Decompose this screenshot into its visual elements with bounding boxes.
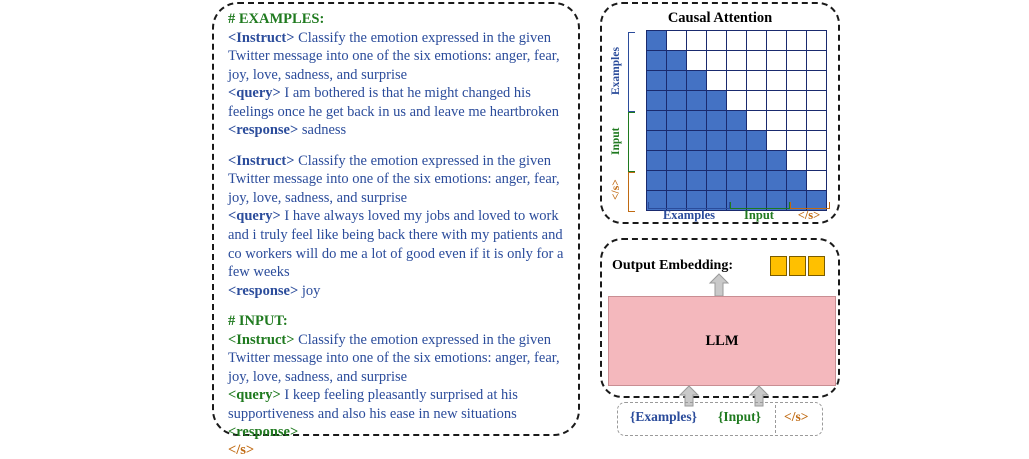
instruct-tag: <Instruct> [228, 152, 295, 169]
query-tag: <query> [228, 85, 281, 102]
attention-cell-active [647, 31, 667, 51]
token-panel [617, 402, 823, 436]
response-text: sadness [301, 122, 347, 139]
attention-cell-active [747, 151, 767, 171]
query-text: I am bothered is that he might changed his feelings once he get back in us and leave me heartbroken [228, 85, 559, 120]
row-label-input: Input [610, 127, 622, 155]
attention-cell-active [707, 91, 727, 111]
attention-row [647, 51, 827, 71]
attention-cell-masked [707, 31, 727, 51]
response-tag: <response> [228, 122, 299, 139]
attention-cell-masked [767, 131, 787, 151]
attention-cell-masked [787, 91, 807, 111]
attention-cell-masked [687, 31, 707, 51]
attention-cell-masked [807, 131, 827, 151]
attention-cell-active [667, 111, 687, 131]
attention-cell-active [687, 171, 707, 191]
attention-cell-masked [807, 71, 827, 91]
attention-cell-masked [807, 51, 827, 71]
example-1-response [228, 121, 568, 140]
prompt-panel [212, 2, 580, 459]
attention-cell-active [787, 171, 807, 191]
attention-cell-active [647, 151, 667, 171]
attention-cell-masked [767, 111, 787, 131]
embedding-cell [770, 256, 787, 276]
example-2-block [228, 152, 568, 300]
attention-row [647, 171, 827, 191]
attention-row [647, 91, 827, 111]
attention-cell-active [687, 71, 707, 91]
attention-row [647, 131, 827, 151]
response-text: joy [301, 282, 321, 299]
output-embedding-cells [770, 256, 827, 276]
instruct-tag: <Instruct> [228, 331, 295, 348]
attention-cell-masked [767, 71, 787, 91]
attention-cell-active [667, 131, 687, 151]
attention-cell-active [707, 151, 727, 171]
attention-cell-masked [687, 51, 707, 71]
attention-grid [646, 30, 827, 211]
examples-block [228, 10, 568, 140]
attention-cell-active [647, 71, 667, 91]
attention-row [647, 31, 827, 51]
attention-cell-active [687, 111, 707, 131]
attention-cell-active [647, 51, 667, 71]
attention-cell-masked [707, 71, 727, 91]
attention-row [647, 71, 827, 91]
attention-cell-masked [747, 51, 767, 71]
attention-cell-masked [727, 71, 747, 91]
instruct-text: Classify the emotion expressed in the given Twitter message into one of the six emotions: anger, fear, joy, love, sadness, and surprise [228, 152, 560, 206]
output-embedding-label: Output Embedding: [612, 258, 733, 273]
response-tag: <response> [228, 282, 299, 299]
attention-cell-masked [807, 151, 827, 171]
attention-cell-active [647, 131, 667, 151]
attention-cell-masked [787, 31, 807, 51]
attention-cell-active [667, 91, 687, 111]
attention-cell-masked [787, 111, 807, 131]
attention-cell-masked [787, 151, 807, 171]
col-label-eos: </s> [797, 208, 821, 222]
causal-attention-panel [600, 2, 840, 224]
row-bracket-input [628, 112, 635, 172]
example-2-instruct [228, 152, 568, 208]
attention-cell-masked [787, 131, 807, 151]
instruct-text: Classify the emotion expressed in the given Twitter message into one of the six emotions: anger, fear, joy, love, sadness, and surprise [228, 331, 560, 385]
attention-cell-masked [787, 51, 807, 71]
attention-cell-active [727, 111, 747, 131]
attention-cell-masked [707, 51, 727, 71]
example-2-response [228, 282, 568, 301]
token-divider [775, 405, 776, 433]
attention-cell-active [727, 131, 747, 151]
attention-cell-active [647, 91, 667, 111]
attention-row [647, 111, 827, 131]
attention-cell-masked [807, 111, 827, 131]
attention-cell-active [747, 171, 767, 191]
attention-cell-masked [747, 91, 767, 111]
attention-cell-active [767, 151, 787, 171]
input-block [228, 312, 568, 459]
attention-cell-masked [807, 171, 827, 191]
arrow-up-icon [710, 274, 728, 296]
attention-cell-active [647, 171, 667, 191]
llm-box [608, 296, 836, 386]
attention-cell-masked [747, 111, 767, 131]
embedding-cell [789, 256, 806, 276]
query-text: I have always loved my jobs and loved to work and i truly feel like being back there with my patients and co workers will do me a lot of good even if it is only for a few weeks [228, 208, 564, 281]
response-tag: <response> [228, 424, 299, 441]
row-label-examples: Examples [610, 47, 622, 95]
attention-cell-active [727, 171, 747, 191]
attention-cell-masked [667, 31, 687, 51]
query-tag: <query> [228, 208, 281, 225]
row-bracket-eos [628, 172, 635, 212]
attention-cell-active [687, 151, 707, 171]
attention-matrix [646, 30, 827, 211]
input-response [228, 423, 568, 442]
attention-cell-active [707, 131, 727, 151]
attention-cell-active [667, 151, 687, 171]
input-query [228, 386, 568, 423]
example-2-query [228, 207, 568, 281]
attention-cell-masked [727, 31, 747, 51]
query-tag: <query> [228, 387, 281, 404]
attention-cell-active [687, 91, 707, 111]
attention-cell-masked [807, 91, 827, 111]
attention-title: Causal Attention [667, 10, 773, 26]
row-label-eos: </s> [610, 179, 622, 201]
attention-cell-active [667, 71, 687, 91]
input-heading: # INPUT: [228, 313, 288, 330]
col-label-examples: Examples [662, 208, 716, 222]
examples-heading: # EXAMPLES: [228, 11, 325, 27]
attention-cell-active [747, 131, 767, 151]
instruct-text: Classify the emotion expressed in the given Twitter message into one of the six emotions: anger, fear, joy, love, sadness, and surprise [228, 29, 560, 83]
attention-cell-masked [767, 51, 787, 71]
attention-cell-active [647, 111, 667, 131]
attention-cell-masked [767, 91, 787, 111]
attention-cell-masked [727, 51, 747, 71]
llm-panel [600, 238, 840, 398]
attention-cell-masked [787, 71, 807, 91]
example-1-query [228, 84, 568, 121]
llm-label: LLM [705, 333, 739, 349]
token-examples: {Examples} [630, 409, 697, 424]
token-input: {Input} [718, 409, 761, 424]
attention-cell-masked [727, 91, 747, 111]
attention-cell-active [667, 51, 687, 71]
attention-cell-active [707, 171, 727, 191]
query-text: I keep feeling pleasantly surprised at his supportiveness and also his ease in new situations [228, 387, 518, 422]
attention-cell-active [667, 171, 687, 191]
col-label-input: Input [744, 208, 774, 222]
attention-cell-active [727, 151, 747, 171]
attention-cell-active [767, 171, 787, 191]
attention-cell-masked [807, 31, 827, 51]
instruct-tag: <Instruct> [228, 29, 295, 46]
row-bracket-examples [628, 32, 635, 112]
attention-cell-active [687, 131, 707, 151]
attention-cell-masked [747, 31, 767, 51]
eos-token: </s> [228, 442, 255, 459]
input-instruct [228, 331, 568, 387]
attention-cell-masked [747, 71, 767, 91]
token-eos: </s> [784, 409, 809, 424]
attention-cell-masked [767, 31, 787, 51]
example-1-instruct [228, 29, 568, 85]
embedding-cell [808, 256, 825, 276]
attention-row [647, 151, 827, 171]
attention-cell-active [707, 111, 727, 131]
